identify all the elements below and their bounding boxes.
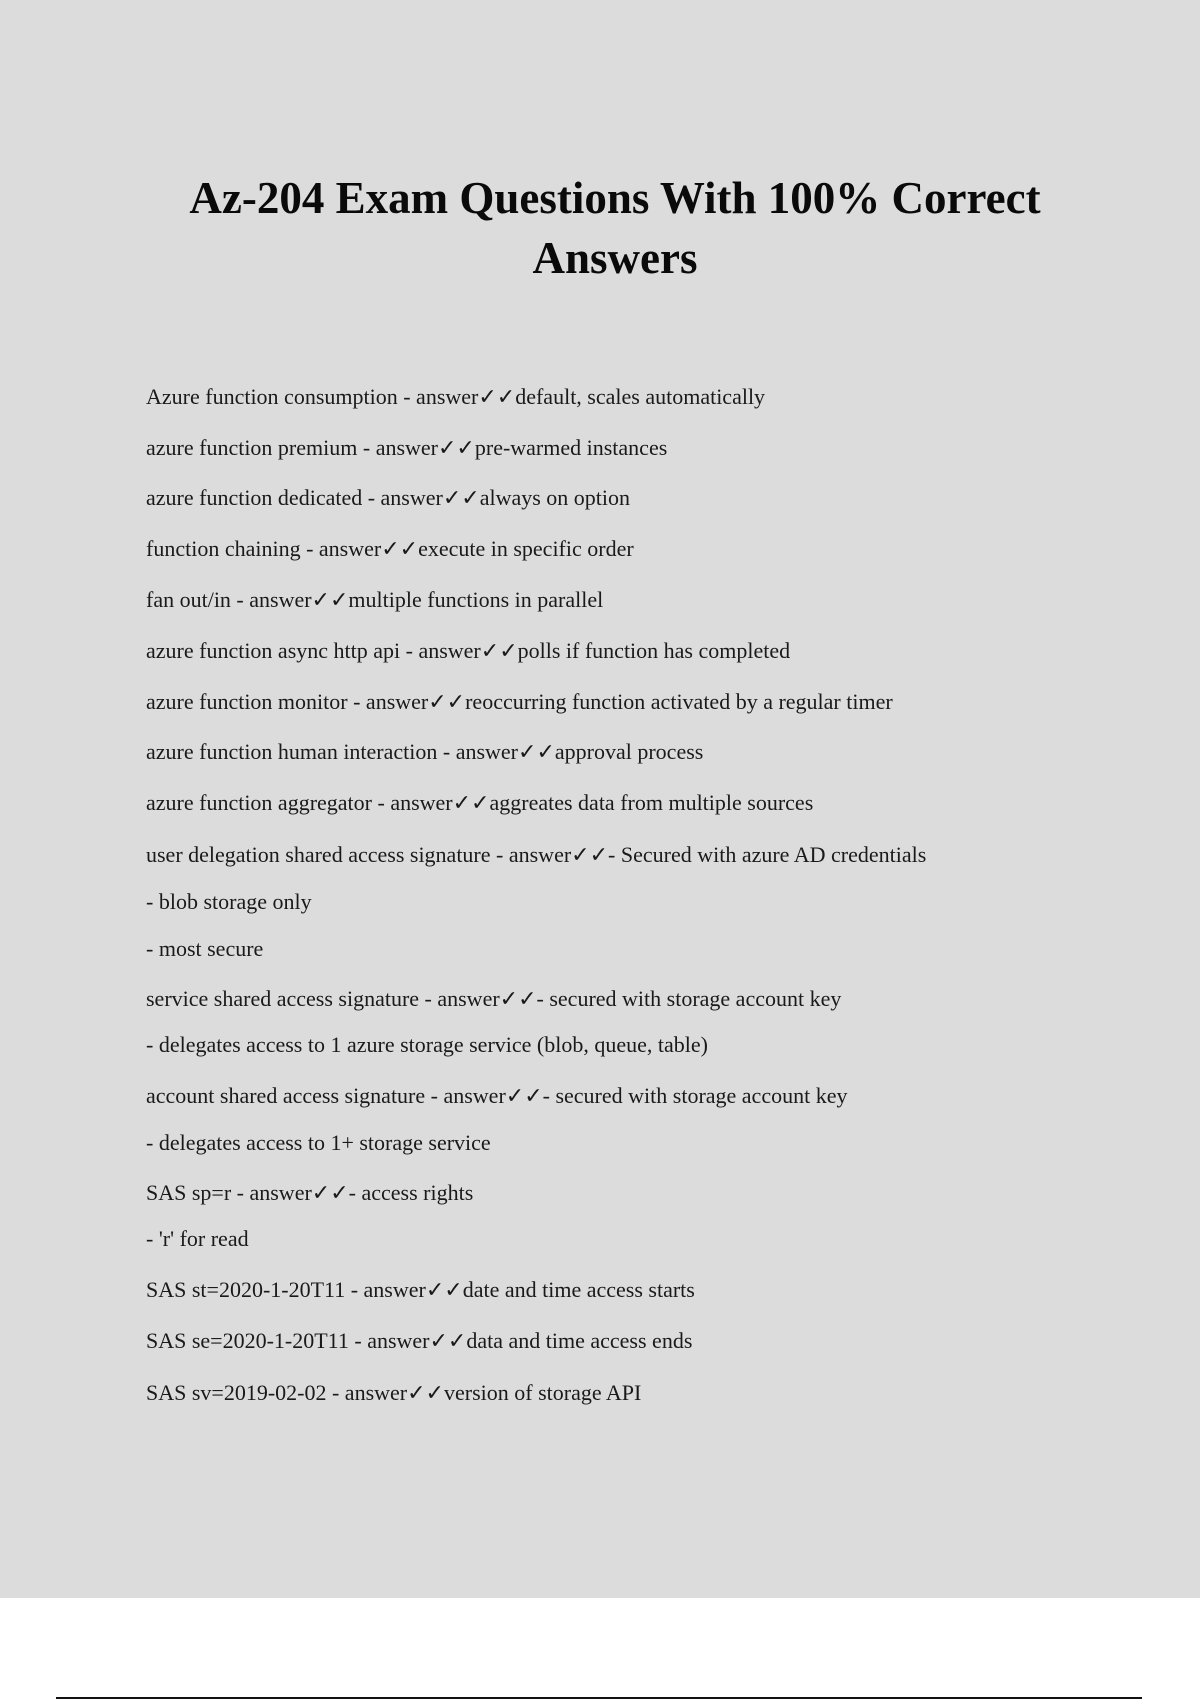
qa-line-most-secure: - most secure <box>146 936 264 961</box>
qa-line-human-interaction: azure function human interaction - answer✓✓approval process <box>146 739 704 764</box>
qa-line-service-sas: service shared access signature - answer✓✓- secured with storage account key <box>146 986 842 1011</box>
qa-line-function-monitor: azure function monitor - answer✓✓reoccurring function activated by a regular timer <box>146 689 893 714</box>
footer-divider <box>56 1697 1142 1699</box>
qa-line-user-delegation-sas: user delegation shared access signature - answer✓✓- Secured with azure AD credentials <box>146 842 927 867</box>
qa-line-sas-se: SAS se=2020-1-20T11 - answer✓✓data and time access ends <box>146 1328 693 1353</box>
qa-line-blob-storage-only: - blob storage only <box>146 889 312 914</box>
qa-line-account-sas: account shared access signature - answer✓✓- secured with storage account key <box>146 1083 848 1108</box>
qa-line-function-chaining: function chaining - answer✓✓execute in specific order <box>146 536 634 561</box>
qa-line-async-http-api: azure function async http api - answer✓✓polls if function has completed <box>146 638 791 663</box>
qa-line-function-consumption: Azure function consumption - answer✓✓default, scales automatically <box>146 384 766 409</box>
qa-line-r-for-read: - 'r' for read <box>146 1226 249 1251</box>
document-title: Az-204 Exam Questions With 100% Correct Answers <box>189 173 1041 283</box>
qa-line-fan-out-in: fan out/in - answer✓✓multiple functions in parallel <box>146 587 604 612</box>
qa-line-delegates-one-service: - delegates access to 1 azure storage service (blob, queue, table) <box>146 1032 708 1057</box>
qa-line-function-aggregator: azure function aggregator - answer✓✓aggreates data from multiple sources <box>146 790 814 815</box>
qa-line-sas-st: SAS st=2020-1-20T11 - answer✓✓date and time access starts <box>146 1277 695 1302</box>
qa-line-function-premium: azure function premium - answer✓✓pre-warmed instances <box>146 435 668 460</box>
qa-line-sas-sv: SAS sv=2019-02-02 - answer✓✓version of storage API <box>146 1380 642 1405</box>
qa-line-delegates-multiple-services: - delegates access to 1+ storage service <box>146 1130 491 1155</box>
qa-line-sas-sp: SAS sp=r - answer✓✓- access rights <box>146 1180 474 1205</box>
qa-line-function-dedicated: azure function dedicated - answer✓✓always on option <box>146 485 631 510</box>
